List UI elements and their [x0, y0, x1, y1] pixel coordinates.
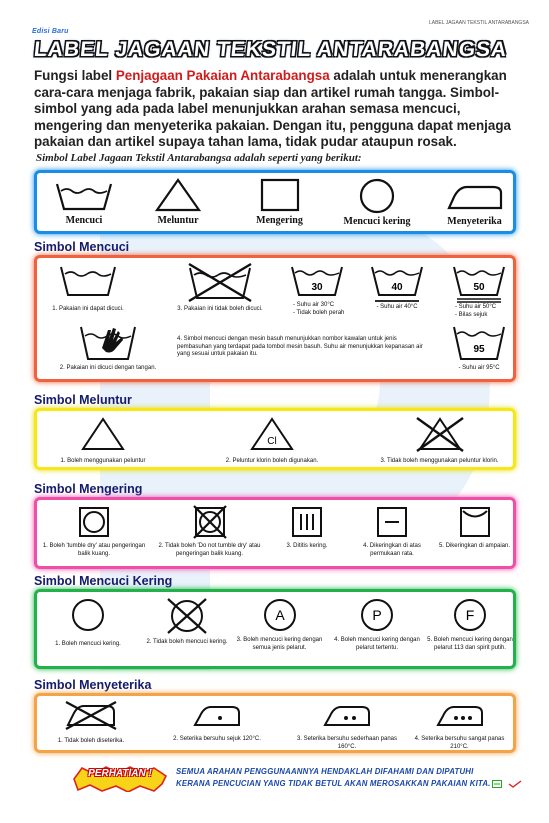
hand-wash-icon [78, 324, 138, 362]
wash-50: 50 - Suhu air 50°C - Bilas sejuk [447, 264, 511, 319]
square-icon [260, 178, 300, 212]
footer [70, 762, 515, 796]
svg-text:Cl: Cl [267, 436, 277, 447]
corner-brand: Edisi Baru [32, 28, 69, 35]
drip-dry-icon [291, 506, 323, 538]
machine-wash-note: 4. Simbol mencuci dengan mesin basuh menunjukkan nombor kawalan untuk jenis pembasuhan yang terdapat pada tombol mesin basuh. Suhu air menunjukkan kepanasan air yang sesuai untuk pakaian itu. [177, 336, 423, 357]
page-title: LABEL JAGAAN TEKSTIL ANTARABANGSA [32, 38, 509, 61]
iron-two-dots-icon [322, 704, 372, 728]
iron-icon [445, 183, 505, 211]
circle-icon [359, 178, 395, 214]
wash-40: 40 - Suhu air 40°C [367, 264, 427, 312]
line-dry: 5. Dikeringkan di ampaian. [437, 506, 512, 551]
no-bleach-icon [413, 415, 467, 453]
overview-subtitle: Simbol Label Jagaan Tekstil Antarabangsa adalah seperti yang berikut: [36, 152, 362, 164]
no-iron-icon [62, 700, 120, 730]
svg-text:A: A [274, 607, 285, 623]
box-mengering [34, 497, 516, 569]
triangle-icon [81, 417, 125, 451]
svg-text:F: F [465, 607, 475, 623]
iron-high: 4. Seterika bersuhu sangat panas 210°C. [407, 704, 512, 751]
washtub-icon [54, 181, 114, 211]
svg-text:50: 50 [473, 282, 485, 293]
iron-one-dot-icon [192, 704, 242, 728]
no-tumble-dry-icon [192, 504, 228, 540]
tumble-dry: 1. Boleh 'tumble dry' atau pengeringan balik kuang. [39, 506, 149, 558]
box-menyeterika [34, 693, 516, 753]
intro-paragraph: Fungsi label Penjagaan Pakaian Antarabangsa adalah untuk menerangkan cara-cara menjaga fabrik, pakaian siap dan artikel rumah tangga. Simbol-simbol yang ada pada label menunjukkan arahan semasa mencuci, mengering dan menyeterika pakaian. Dengan itu, pengguna dapat menjaga pakaian dan artikel supaya tahan lama, tidak pudar ataupun rosak. [34, 68, 511, 149]
overview-bleach: Meluntur [143, 178, 213, 226]
box-mencuci [34, 255, 516, 382]
dryclean-a: A 3. Boleh mencuci kering dengan semua jenis pelarut. [232, 598, 327, 652]
heading-mengering: Simbol Mengering [34, 482, 143, 496]
check-mark-icon [508, 780, 522, 788]
footer-notice: SEMUA ARAHAN PENGGUNAANNYA HENDAKLAH DIFAHAMI DAN DIPATUHI KERANA PENCUCIAN YANG TIDAK BETUL AKAN MEROSAKKAN PAKAIAN KITA. [176, 767, 491, 788]
line-dry-icon [459, 506, 491, 538]
washtub-icon [58, 264, 118, 298]
triangle-icon [155, 178, 201, 212]
iron-no: 1. Tidak boleh diseterika. [41, 700, 141, 746]
washtub-95-icon [451, 324, 507, 362]
iron-medium: 3. Seterika bersuhu sederhaan panas 160°C. [292, 704, 402, 751]
dry-flat-icon [376, 506, 408, 538]
dryclean-no: 2. Tidak boleh mencuci kering. [142, 596, 232, 647]
tumble-dry-icon [78, 506, 110, 538]
overview-dryclean: Mencuci kering [332, 178, 422, 227]
svg-text:40: 40 [391, 282, 403, 293]
wash-ok: 1. Pakaian ini dapat dicuci. [43, 264, 133, 314]
circle-icon [71, 598, 105, 632]
no-wash-icon [185, 262, 255, 302]
overview-box [34, 170, 516, 234]
circle-a-icon [263, 598, 297, 632]
heading-mencuci: Simbol Mencuci [34, 240, 130, 254]
wash-95: 95 - Suhu air 95°C [447, 324, 511, 373]
chlorine-triangle-icon [250, 417, 294, 451]
intro-highlight: Penjagaan Pakaian Antarabangsa [115, 68, 330, 83]
bleach-no: 3. Tidak boleh menggunakan peluntur klorin. [362, 415, 517, 466]
iron-low: 2. Seterika bersuhu sejuk 120°C. [157, 704, 277, 744]
overview-dry: Mengering [242, 178, 317, 226]
circle-p-icon [360, 598, 394, 632]
bleach-chlorine: Cl 2. Peluntur klorin boleh digunakan. [197, 417, 347, 466]
washtub-40-icon [369, 264, 425, 304]
no-dryclean-icon [165, 596, 209, 636]
publisher-mark [508, 780, 522, 790]
corner-code: LABEL JAGAAN TEKSTIL ANTARABANGSA [428, 20, 529, 26]
drip-dry: 3. Dititis kering. [277, 506, 337, 551]
wash-hand: 2. Pakaian ini dicuci dengan tangan. [43, 324, 173, 373]
box-mencuci-kering [34, 589, 516, 669]
heading-mencuci-kering: Simbol Mencuci Kering [34, 574, 173, 588]
dryclean-ok: 1. Boleh mencuci kering. [43, 598, 133, 649]
washtub-50-icon [451, 264, 507, 304]
box-meluntur [34, 408, 516, 470]
bleach-ok: 1. Boleh menggunakan peluntur [43, 417, 163, 466]
iron-three-dots-icon [435, 704, 485, 728]
dryclean-p: P 4. Boleh mencuci kering dengan pelarut tertentu. [332, 598, 422, 652]
circle-f-icon [453, 598, 487, 632]
no-tumble-dry: 2. Tidak boleh 'Do not tumble dry' atau pengeringan balik kuang. [147, 504, 272, 558]
heading-meluntur: Simbol Meluntur [34, 393, 132, 407]
wash-no: 3. Pakaian ini tidak boleh dicuci. [165, 262, 275, 314]
overview-wash: Mencuci [49, 181, 119, 226]
dryclean-f: F 5. Boleh mencuci kering dengan pelarut 113 dan spirit putih. [427, 598, 513, 652]
warning-label: PERHATIAN ! [88, 768, 152, 779]
publisher-logo [492, 780, 502, 790]
svg-text:P: P [372, 607, 382, 623]
heading-menyeterika: Simbol Menyeterika [34, 678, 152, 692]
overview-iron: Menyeterika [432, 183, 517, 227]
svg-text:95: 95 [473, 344, 485, 355]
logo-icon [492, 780, 502, 788]
dry-flat: 4. Dikeringkan di atas permukaan rata. [352, 506, 432, 558]
svg-text:30: 30 [311, 282, 323, 293]
wash-30: 30 - Suhu air 30°C - Tidak boleh perah [287, 264, 347, 317]
washtub-30-icon [289, 264, 345, 298]
